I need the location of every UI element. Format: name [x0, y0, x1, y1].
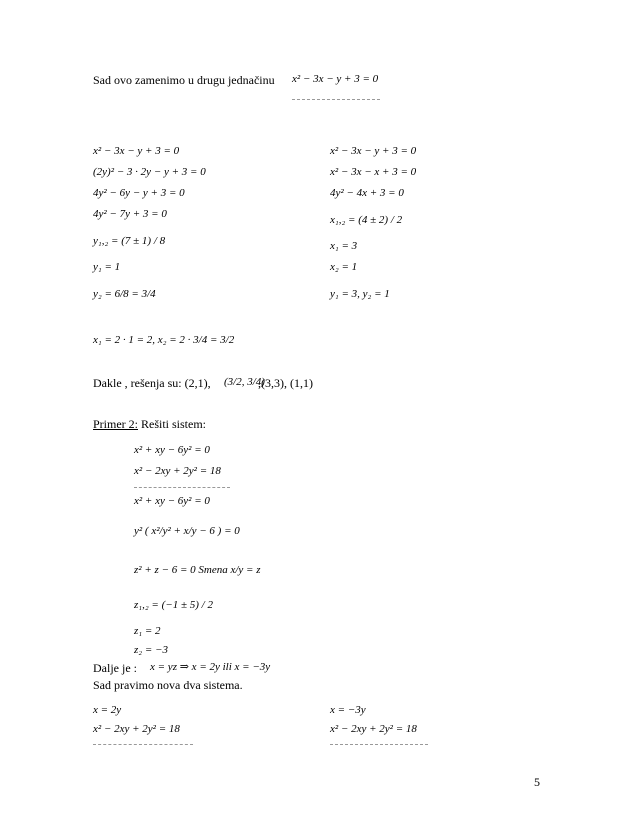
x-values: x₁ = 2 · 1 = 2, x₂ = 2 · 3/4 = 3/2 [93, 334, 235, 346]
right-eq-5: x₁ = 3 [330, 240, 358, 252]
left-eq-6: y₁ = 1 [93, 261, 121, 273]
left-eq-5: y₁,₂ = (7 ± 1) / 8 [93, 235, 166, 247]
dalje-text: Dalje je : [93, 661, 137, 675]
system2-eq-8: z₂ = −3 [134, 644, 168, 656]
left-system-divider [93, 744, 193, 745]
right-system-eq-2: x² − 2xy + 2y² = 18 [330, 723, 417, 735]
dalje-equation: x = yz ⇒ x = 2y ili x = −3y [150, 661, 271, 673]
left-eq-7: y₂ = 6/8 = 3/4 [93, 288, 156, 300]
right-eq-2: x² − 3x − x + 3 = 0 [330, 166, 417, 178]
right-eq-3: 4y² − 4x + 3 = 0 [330, 187, 404, 199]
system2-eq-7: z₁ = 2 [134, 625, 161, 637]
example2-text: Rešiti sistem: [138, 417, 207, 431]
sad-text: Sad pravimo nova dva sistema. [93, 678, 243, 692]
left-eq-3: 4y² − 6y − y + 3 = 0 [93, 187, 185, 199]
intro-text: Sad ovo zamenimo u drugu jednačinu [93, 73, 275, 87]
left-eq-4: 4y² − 7y + 3 = 0 [93, 208, 167, 220]
right-system-divider [330, 744, 428, 745]
left-system-eq-1: x = 2y [93, 704, 122, 716]
system2-eq-6: z₁,₂ = (−1 ± 5) / 2 [134, 599, 213, 611]
left-system-eq-2: x² − 2xy + 2y² = 18 [93, 723, 180, 735]
left-eq-1: x² − 3x − y + 3 = 0 [93, 145, 180, 157]
page-number: 5 [534, 775, 540, 789]
left-eq-2: (2y)² − 3 · 2y − y + 3 = 0 [93, 166, 206, 178]
system2-eq-5: z² + z − 6 = 0 Smena x/y = z [134, 564, 261, 576]
solutions-pair: (3/2, 3/4) [224, 376, 265, 388]
example2-label: Primer 2: [93, 417, 138, 431]
solutions-prefix: Dakle , rešenja su: (2,1), [93, 376, 211, 390]
system2-eq-3: x² + xy − 6y² = 0 [134, 495, 210, 507]
right-eq-1: x² − 3x − y + 3 = 0 [330, 145, 417, 157]
equation-divider [292, 99, 380, 100]
intro-equation: x² − 3x − y + 3 = 0 [292, 73, 379, 85]
system2-divider [134, 487, 230, 488]
system2-eq-1: x² + xy − 6y² = 0 [134, 444, 210, 456]
right-eq-6: x₂ = 1 [330, 261, 358, 273]
right-system-eq-1: x = −3y [330, 704, 366, 716]
system2-eq-4: y² ( x²/y² + x/y − 6 ) = 0 [134, 525, 240, 537]
example2-heading [93, 418, 206, 430]
right-eq-7: y₁ = 3, y₂ = 1 [330, 288, 390, 300]
right-eq-4: x₁,₂ = (4 ± 2) / 2 [330, 214, 403, 226]
solutions-rest: ,(3,3), (1,1) [258, 376, 313, 390]
system2-eq-2: x² − 2xy + 2y² = 18 [134, 465, 221, 477]
